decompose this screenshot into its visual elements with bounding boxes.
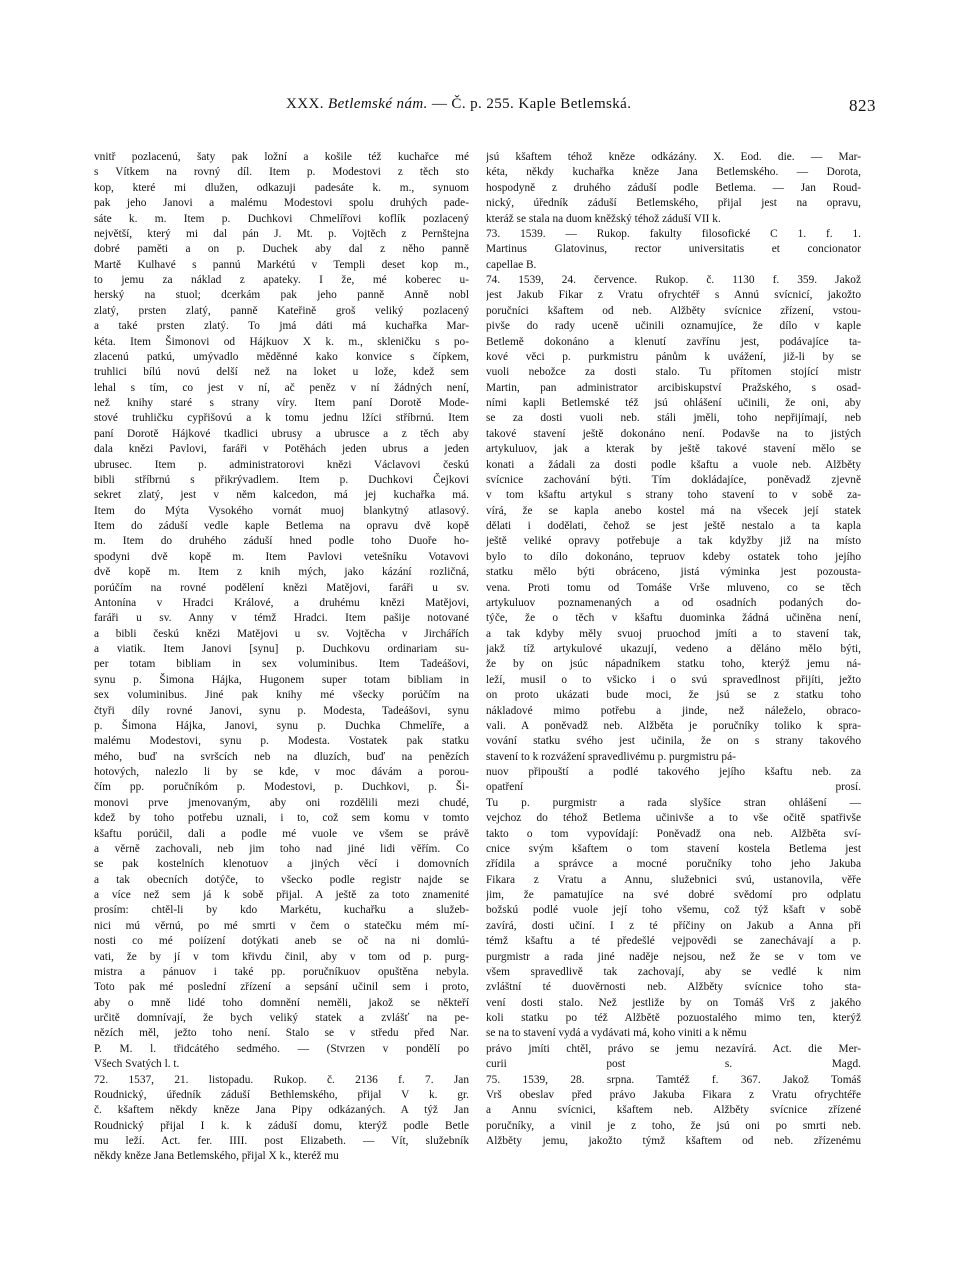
text-line: vení dosti stalo. Než jestliže by on Tomáš Vrš z jakého bbox=[486, 996, 861, 1009]
text-line: Martinus Glatovinus, rector universitatis et concionator bbox=[486, 243, 861, 256]
text-line: ními kapli Betlemské též jsú ohlášení učinili, že oni, aby bbox=[486, 397, 861, 409]
text-line: takto o tom vypovídají: Poněvadž ona neb. Alžběta sví- bbox=[486, 827, 861, 840]
text-line: kdež by toho potřebu uznali, i to, což sem komu v tomto bbox=[94, 812, 469, 825]
text-line: kéta, někdy kuchařka kněze Jana Betlemského. — Dorota, bbox=[486, 166, 861, 179]
text-line: vnitř pozlacenú, šaty pak ložní a košile též kuchařce mé bbox=[94, 151, 469, 163]
text-line: sekret zlatý, jest v něm kalcedon, má jej kuchařka má. bbox=[94, 489, 469, 502]
text-line: č. kšaftem někdy kněze Jana Pipy odkázaných. A týž Jan bbox=[94, 1104, 469, 1117]
text-line: capellae B. bbox=[486, 258, 537, 271]
text-line: vejchoz do téhož Betlema učinivše a to vše očitě spatřivše bbox=[486, 812, 861, 825]
text-line: dvě kopě m. Item z knih mých, jako kázání rozličná, bbox=[94, 566, 469, 579]
text-line: 74. 1539, 24. července. Rukop. č. 1130 f. 359. Jakož bbox=[486, 274, 861, 286]
text-line: kteráž se stala na duom kněžský téhož záduší VII k. bbox=[486, 212, 721, 225]
text-line: nuov připouští a podlé takového jejího kšaftu neb. za bbox=[486, 766, 861, 778]
text-line: p. Šimona Hájka, Janovi, synu p. Duchka Chmelíře, a bbox=[94, 719, 469, 732]
text-line: on proto ukázati bude moci, že jsú se z statku toho bbox=[486, 689, 861, 702]
page-number: 823 bbox=[849, 96, 876, 115]
text-line: někdy kněze Jana Betlemského, přijal X k., kteréž mu bbox=[94, 1150, 339, 1163]
text-line: kšaftu porúčil, dali a podle mé vuole ve všem se právě bbox=[94, 827, 469, 840]
text-line: hotových, nalezlo li by se kde, v moc dávám a porou- bbox=[94, 766, 469, 778]
text-line: dobré paměti a on p. Duchek aby dal z něho panně bbox=[94, 243, 469, 256]
text-line: Item do Mýta Vysokého vornát muoj blankytný atlasový. bbox=[94, 504, 469, 517]
text-line: herský na stuol; dcerkám pak jeho panně Anně nobl bbox=[94, 289, 469, 302]
text-line: monovi prve jmenovaným, aby oni rozdělili mezi chudé, bbox=[94, 796, 469, 809]
right-text-column bbox=[486, 150, 861, 1149]
text-line: zlacenú patkú, umývadlo měděnné kako konvice s čípkem, bbox=[94, 350, 469, 363]
text-line: P. M. l. třidcátého sedmého. — (Stvrzen v pondělí po bbox=[94, 1042, 469, 1055]
text-line: sáte k. m. Item p. Duchkovi Chmelířovi koflík pozlacený bbox=[94, 212, 469, 225]
text-line: určitě domnívají, že bych veliký statek a zvlášť na pe- bbox=[94, 1012, 469, 1024]
text-line: a také prsten zlatý. To jmá dáti má kuchařka Mar- bbox=[94, 320, 469, 333]
text-line: témž kšaftu a té předešlé vejpovědi se zanechávají a p. bbox=[486, 935, 861, 948]
text-line: jim, že pamatujíce na své dobré svědomí pro odplatu bbox=[486, 889, 861, 901]
text-line: lehal s tím, co jest v ní, ač peněz v ní žádných není, bbox=[94, 381, 469, 394]
text-line: a věrně zachovali, neb jim toho nad jiné lidi věřím. Co bbox=[94, 842, 469, 855]
text-line: 75. 1539, 28. srpna. Tamtéž f. 367. Jakož Tomáš bbox=[486, 1073, 861, 1086]
text-line: nězích měl, ježto toho není. Stalo se v středu před Nar. bbox=[94, 1027, 469, 1040]
text-line: stové truhličku cypřišovú a k tomu jednu lžíci stříbrnú. Item bbox=[94, 412, 469, 425]
text-line: leží, musil o to všicko i o svú spravedlnost přijíti, ježto bbox=[486, 673, 861, 686]
text-line: dala knězi Pavlovi, faráři v Potěhách jeden ubrus a jeden bbox=[94, 443, 469, 456]
text-line: 72. 1537, 21. listopadu. Rukop. č. 2136 f. 7. Jan bbox=[94, 1073, 469, 1086]
text-line: synu p. Šimona Hájka, Hugonem super totam bibliam in bbox=[94, 673, 469, 686]
text-line: spodyni dvě kopě m. Item Pavlovi vetešníku Votavovi bbox=[94, 550, 469, 563]
text-line: nosti co mé poiízení dotýkati aneb se oč na ni domlú- bbox=[94, 935, 469, 948]
text-line: vati, že by jí v tom křivdu činil, aby v tom od p. purg- bbox=[94, 950, 469, 963]
text-line: poručníky, a vinil je z toho, že jsú oni po smrti neb. bbox=[486, 1119, 861, 1132]
text-line: kéta. Item Šimonovi od Hájkuov X k. m., skleničku s po- bbox=[94, 335, 469, 348]
text-line: všem spravedlivě tak zachovají, aby se vedlé k nim bbox=[486, 965, 861, 978]
text-line: Tu p. purgmistr a rada slyšíce stran ohlášení — bbox=[486, 796, 861, 809]
text-line: to jemu za náklad z apateky. I že, mé koberec u- bbox=[94, 274, 469, 286]
text-line: s Vítkem na rovný díl. Item p. Modestovi z těch sto bbox=[94, 166, 469, 179]
text-line: největší, který mi dal pán J. Mt. p. Vojtěch z Pernštejna bbox=[94, 227, 469, 240]
text-line: a Annu svícnici, kšaftem neb. Alžběty svícnice zřízené bbox=[486, 1104, 861, 1117]
text-line: pivše do rady uceně učinili oznamujíce, že dílo v kaple bbox=[486, 320, 861, 333]
text-line: 73. 1539. — Rukop. fakulty filosofické C 1. f. 1. bbox=[486, 227, 861, 240]
text-line: Martě Kulhavé s pannú Markétú v Templi deset kop m., bbox=[94, 258, 469, 271]
text-line: vování statku svého jest učinila, že on s strany takového bbox=[486, 735, 861, 748]
text-line: ubrusec. Item p. administratorovi knězi Václavovi českú bbox=[94, 458, 469, 471]
text-line: paní Dorotě Hájkové tkadlici ubrusy a ubrusce a z těch aby bbox=[94, 427, 469, 440]
text-line: vírá, že se kapla anebo kostel má na všecek její statek bbox=[486, 504, 861, 517]
text-line: jsú kšaftem téhož kněze odkázány. X. Eod. die. — Mar- bbox=[486, 151, 861, 163]
text-line: vuoli nebožce za dosti stalo. Tu přítomen stojící mistr bbox=[486, 366, 861, 379]
text-line: v tom kšaftu artykul s strany toho stavení to v sobě za- bbox=[486, 489, 861, 502]
text-line: že by on jsúc nápadníkem statku toho, kterýž jemu ná- bbox=[486, 658, 861, 671]
text-line: nici mú věrnú, po mé smrti v čem o statečku mém mí- bbox=[94, 919, 469, 932]
text-line: Všech Svatých l. t. bbox=[94, 1058, 180, 1071]
text-line: faráři u sv. Anny v témž Hradci. Item pašije notované bbox=[94, 612, 469, 625]
text-line: pak jeho Janovi a malému Modestovi spolu druhých pade- bbox=[94, 197, 469, 210]
left-text-column bbox=[94, 150, 469, 1165]
text-line: statku mělo býti obráceno, jistá výminka jest pozousta- bbox=[486, 566, 861, 579]
text-line: bylo to dílo dokonáno, tepruov kdeby ostatek toho jejího bbox=[486, 550, 861, 563]
text-line: koli statku po též Alžbětě pozuostalého mimo ten, kterýž bbox=[486, 1012, 861, 1024]
text-line: Betlemě dokonáno a klenutí zavřínu jest, podávajíce ta- bbox=[486, 335, 861, 348]
text-line: bibli stříbrnú s přikrývadlem. Item p. Duchkovi Čejkovi bbox=[94, 473, 469, 486]
text-line: Fikara z Vratu a Annu, služebnici svú, ustanovila, věře bbox=[486, 873, 861, 886]
text-line: Vrš obeslav před právo Jakuba Fikara z Vratu ofrychtéře bbox=[486, 1088, 861, 1101]
text-line: sex voluminibus. Jiné pak knihy mé všecky porúčím na bbox=[94, 689, 469, 702]
text-line: Roudnický přijal I k. k záduší domu, kterýž podle Betle bbox=[94, 1119, 469, 1132]
text-line: stavení to k rozvážení spravedlivému p. purgmistru pá- bbox=[486, 750, 736, 763]
text-line: porúčím na rovné podělení knězi Matějovi, faráři u sv. bbox=[94, 581, 469, 594]
text-line: mistra a pánuov i také pp. poručníkuov opuštěna nebyla. bbox=[94, 965, 469, 978]
text-line: týče, že o těch v kšaftu duominka žádná učiněna není, bbox=[486, 612, 861, 625]
text-line: ještě veliké opravy potřebuje a tak kdyžby již na místo bbox=[486, 535, 861, 548]
text-line: nický, úředník záduší Betlemského, přijal jest na opravu, bbox=[486, 197, 861, 210]
text-line: prosím: chtěl-li by kdo Markétu, kuchařku a služeb- bbox=[94, 904, 469, 917]
text-line: cnice svým kšaftem o tom stavení kostela Betlema jest bbox=[486, 842, 861, 855]
text-line: aby o mně lidé toho domnění neměli, jakož se někteří bbox=[94, 996, 469, 1009]
text-line: zvláštní té duověrnosti neb. Alžběty svícnice toho sta- bbox=[486, 981, 861, 994]
text-line: se za dosti vuoli neb. stáli jměli, toho nepřijímají, neb bbox=[486, 412, 861, 425]
text-line: takové stavení ještě dokonáno není. Podavše na to jistých bbox=[486, 427, 861, 440]
text-line: artykuluov, jak a kterak by ještě takové stavení mělo se bbox=[486, 443, 861, 456]
text-line: m. Item do druhého záduší hned podle toho Duoře ho- bbox=[94, 535, 469, 548]
text-line: dělati i dodělati, čehož se jest ještě nestalo a ta kapla bbox=[486, 520, 861, 532]
text-line: kové věci p. purkmistru pánům k uvážení, již-li by se bbox=[486, 350, 861, 363]
text-line: per totam bibliam in sex voluminibus. Item Tadeášovi, bbox=[94, 658, 469, 671]
text-line: artykuluov poznamenaných a od osadních podaných do- bbox=[486, 596, 861, 609]
text-line: jest Jakub Fikar z Vratu ofrychtéř s Annú svícnicí, jakožto bbox=[486, 289, 861, 302]
text-line: božskú podlé vuole její toho všemu, což týž kšaft v sobě bbox=[486, 904, 861, 917]
text-line: kop, které mi dlužen, odkazuji padesáte k. m., synuom bbox=[94, 181, 469, 194]
text-line: truhlici bílú novú delší než na loket u lože, kdež sem bbox=[94, 366, 469, 379]
running-header bbox=[94, 96, 876, 120]
text-line: a více než sem já k sobě přijal. A ještě za toto znamenité bbox=[94, 889, 469, 901]
text-line: hospodyně z druhého záduší podle Betlema. — Jan Roud- bbox=[486, 181, 861, 194]
text-line: a tak obecních dotýče, to všecko podle registr najde se bbox=[94, 873, 469, 886]
text-line: curii post s. Magd. bbox=[486, 1058, 861, 1071]
text-line: vena. Proti tomu od Tomáše Vrše mluveno, co se těch bbox=[486, 581, 861, 594]
text-line: Martin, pan administrator arcibiskupství Pražského, s osad- bbox=[486, 381, 861, 394]
text-line: jakž tíž artykulové ukazují, vedeno a děláno mělo býti, bbox=[486, 643, 861, 655]
text-line: než knihy staré s strany víry. Item paní Dorotě Mode- bbox=[94, 397, 469, 409]
text-line: se pak kostelních klenotuov a jiných věcí i domovních bbox=[94, 858, 469, 871]
text-line: poručníci kšaftem od neb. Alžběty svícnice zřízení, vstou- bbox=[486, 304, 861, 317]
text-line: Item do záduší vedle kaple Betlema na opravu dvě kopě bbox=[94, 520, 469, 532]
text-line: zlatý, prsten zlatý, panně Kateřině groš veliký pozlacený bbox=[94, 304, 469, 317]
text-line: právo jmíti chtěl, právo se jemu nezavírá. Act. die Mer- bbox=[486, 1042, 861, 1055]
text-line: mého, buď na svršcích neb na dluzích, buď na penězích bbox=[94, 750, 469, 763]
text-line: Roudnický, úředník záduší Bethlemského, přijal V k. gr. bbox=[94, 1088, 469, 1101]
text-line: se na to stavení vydá a vydávati má, koho viniti a k němu bbox=[486, 1027, 747, 1040]
text-line: Toto pak mé poslední zřízení a sepsání učinil sem i proto, bbox=[94, 981, 469, 994]
text-line: zavírá, dosti učiní. I z té příčiny on Jakub a Anna při bbox=[486, 919, 861, 932]
text-line: nákladové mimo potřebu a jinde, než náleželo, obraco- bbox=[486, 704, 861, 717]
text-line: čím pp. poručníkóm p. Modestovi, p. Duchkovi, p. Ši- bbox=[94, 781, 469, 794]
text-line: svícnice zachování býti. Tím dokládajíce, poněvadž zjevně bbox=[486, 473, 861, 486]
running-title: XXX. Betlemské nám. — Č. p. 255. Kaple Betlemská. bbox=[286, 96, 632, 112]
text-line: vali. A poněvadž neb. Alžběta je poručníky toliko k spra- bbox=[486, 719, 861, 732]
text-line: opatření prosí. bbox=[486, 781, 861, 794]
text-line: a viatik. Item Janovi [synu] p. Duchkovu ordinariam su- bbox=[94, 643, 469, 655]
text-line: konati a žádali za dosti podle kšaftu a vuole neb. Alžběty bbox=[486, 458, 861, 471]
text-line: purgmistr a rada jiné naděje nejsou, než že se v tom ve bbox=[486, 950, 861, 963]
text-line: Alžběty jemu, jakožto týmž kšaftem od neb. zřízenému bbox=[486, 1135, 861, 1147]
text-line: mu leží. Act. fer. IIII. post Elizabeth. — Vít, služebník bbox=[94, 1135, 469, 1147]
text-line: čtyři díly rovné Janovi, synu p. Modesta, Tadeášovi, synu bbox=[94, 704, 469, 717]
text-line: Antonína v Hradci Králové, a druhému knězi Matějovi, bbox=[94, 596, 469, 609]
text-line: zřídila a správce a mocné poručníky toho jeho Jakuba bbox=[486, 858, 861, 871]
text-line: a tak kdyby měly svuoj pruochod jmíti a to stavení tak, bbox=[486, 627, 861, 640]
text-line: a bibli českú knězi Matějovi u sv. Vojtěcha v Jirchářích bbox=[94, 627, 469, 640]
text-line: malému Modestovi, synu p. Modesta. Vostatek pak statku bbox=[94, 735, 469, 748]
